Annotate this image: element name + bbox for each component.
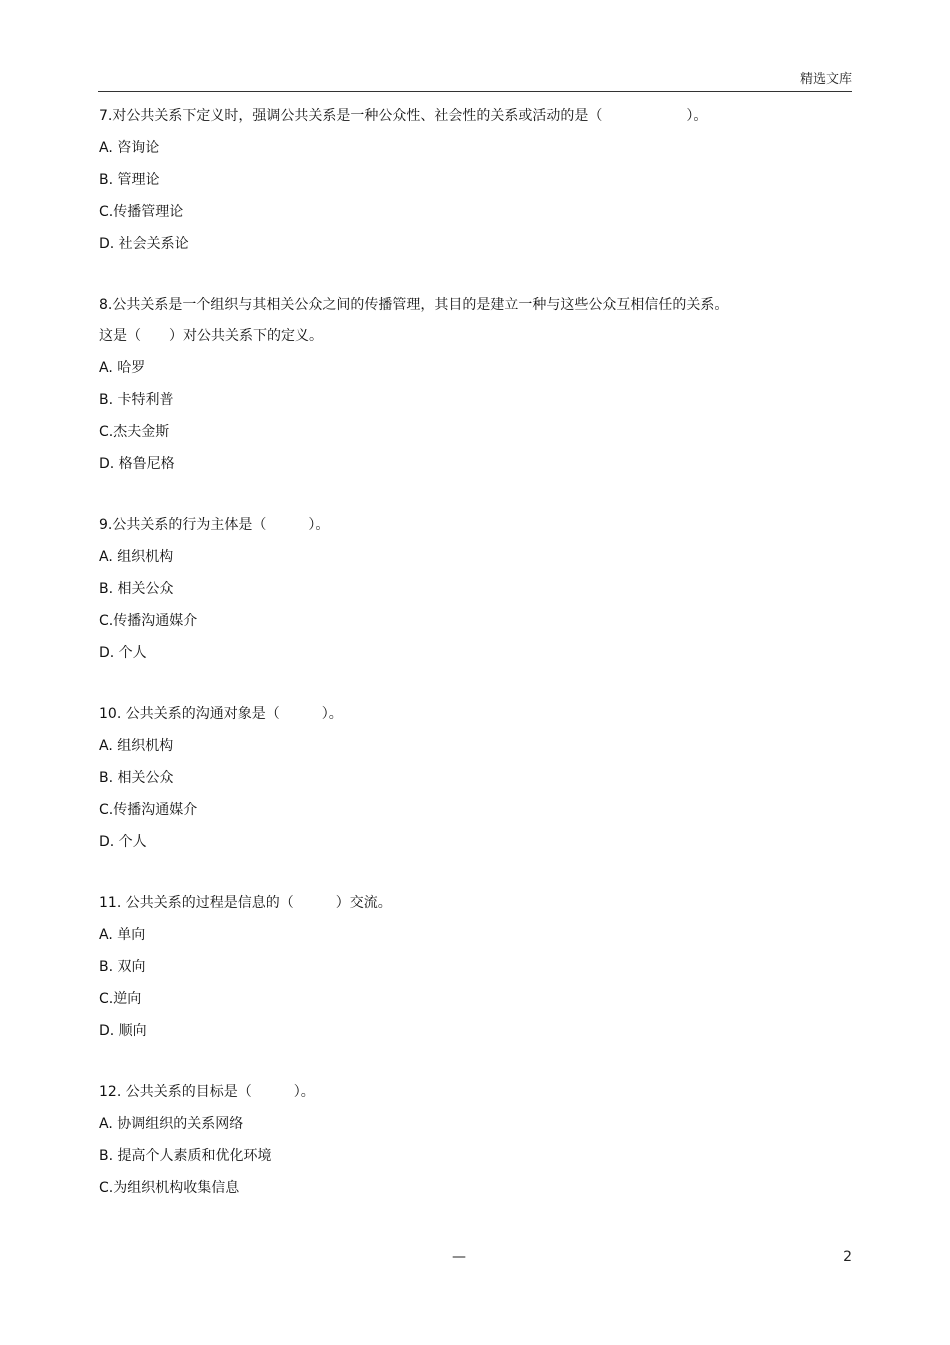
option-b: B. 提高个人素质和优化环境 — [99, 1148, 272, 1164]
option-a: A. 组织机构 — [99, 549, 174, 565]
footer-dash: — — [452, 1249, 466, 1265]
question-7 — [99, 101, 859, 260]
question-stem: 10. 公共关系的沟通对象是（ ）。 — [99, 706, 343, 722]
option-c: C.杰夫金斯 — [99, 424, 170, 440]
option-c: C.传播沟通媒介 — [99, 802, 198, 818]
question-list — [99, 101, 859, 1234]
page-number: 2 — [843, 1249, 852, 1265]
option-a: A. 哈罗 — [99, 360, 146, 376]
option-a: A. 协调组织的关系网络 — [99, 1116, 244, 1132]
question-9 — [99, 510, 859, 669]
option-a: A. 咨询论 — [99, 140, 160, 156]
question-8 — [99, 290, 859, 480]
option-c: C.传播沟通媒介 — [99, 613, 198, 629]
question-stem: 8.公共关系是一个组织与其相关公众之间的传播管理，其目的是建立一种与这些公众互相信任的关系。 — [99, 297, 729, 313]
header-label: 精选文库 — [799, 72, 852, 87]
option-c: C.传播管理论 — [99, 204, 184, 220]
option-a: A. 组织机构 — [99, 738, 174, 754]
header-rule — [98, 91, 852, 92]
option-d: D. 社会关系论 — [99, 236, 189, 252]
option-d: D. 个人 — [99, 645, 147, 661]
option-d: D. 格鲁尼格 — [99, 456, 175, 472]
option-c: C.逆向 — [99, 991, 142, 1007]
option-c: C.为组织机构收集信息 — [99, 1180, 240, 1196]
option-b: B. 双向 — [99, 959, 146, 975]
question-stem-continued: 这是（ ）对公共关系下的定义。 — [99, 328, 323, 344]
question-10 — [99, 699, 859, 858]
option-b: B. 管理论 — [99, 172, 160, 188]
option-b: B. 卡特利普 — [99, 392, 174, 408]
question-11 — [99, 888, 859, 1047]
option-b: B. 相关公众 — [99, 581, 174, 597]
option-a: A. 单向 — [99, 927, 146, 943]
question-stem: 12. 公共关系的目标是（ ）。 — [99, 1084, 315, 1100]
option-d: D. 顺向 — [99, 1023, 147, 1039]
option-b: B. 相关公众 — [99, 770, 174, 786]
question-12 — [99, 1077, 859, 1204]
question-stem: 11. 公共关系的过程是信息的（ ）交流。 — [99, 895, 392, 911]
question-stem: 7.对公共关系下定义时，强调公共关系是一种公众性、社会性的关系或活动的是（ ）。 — [99, 108, 708, 124]
question-stem: 9.公共关系的行为主体是（ ）。 — [99, 517, 330, 533]
option-d: D. 个人 — [99, 834, 147, 850]
